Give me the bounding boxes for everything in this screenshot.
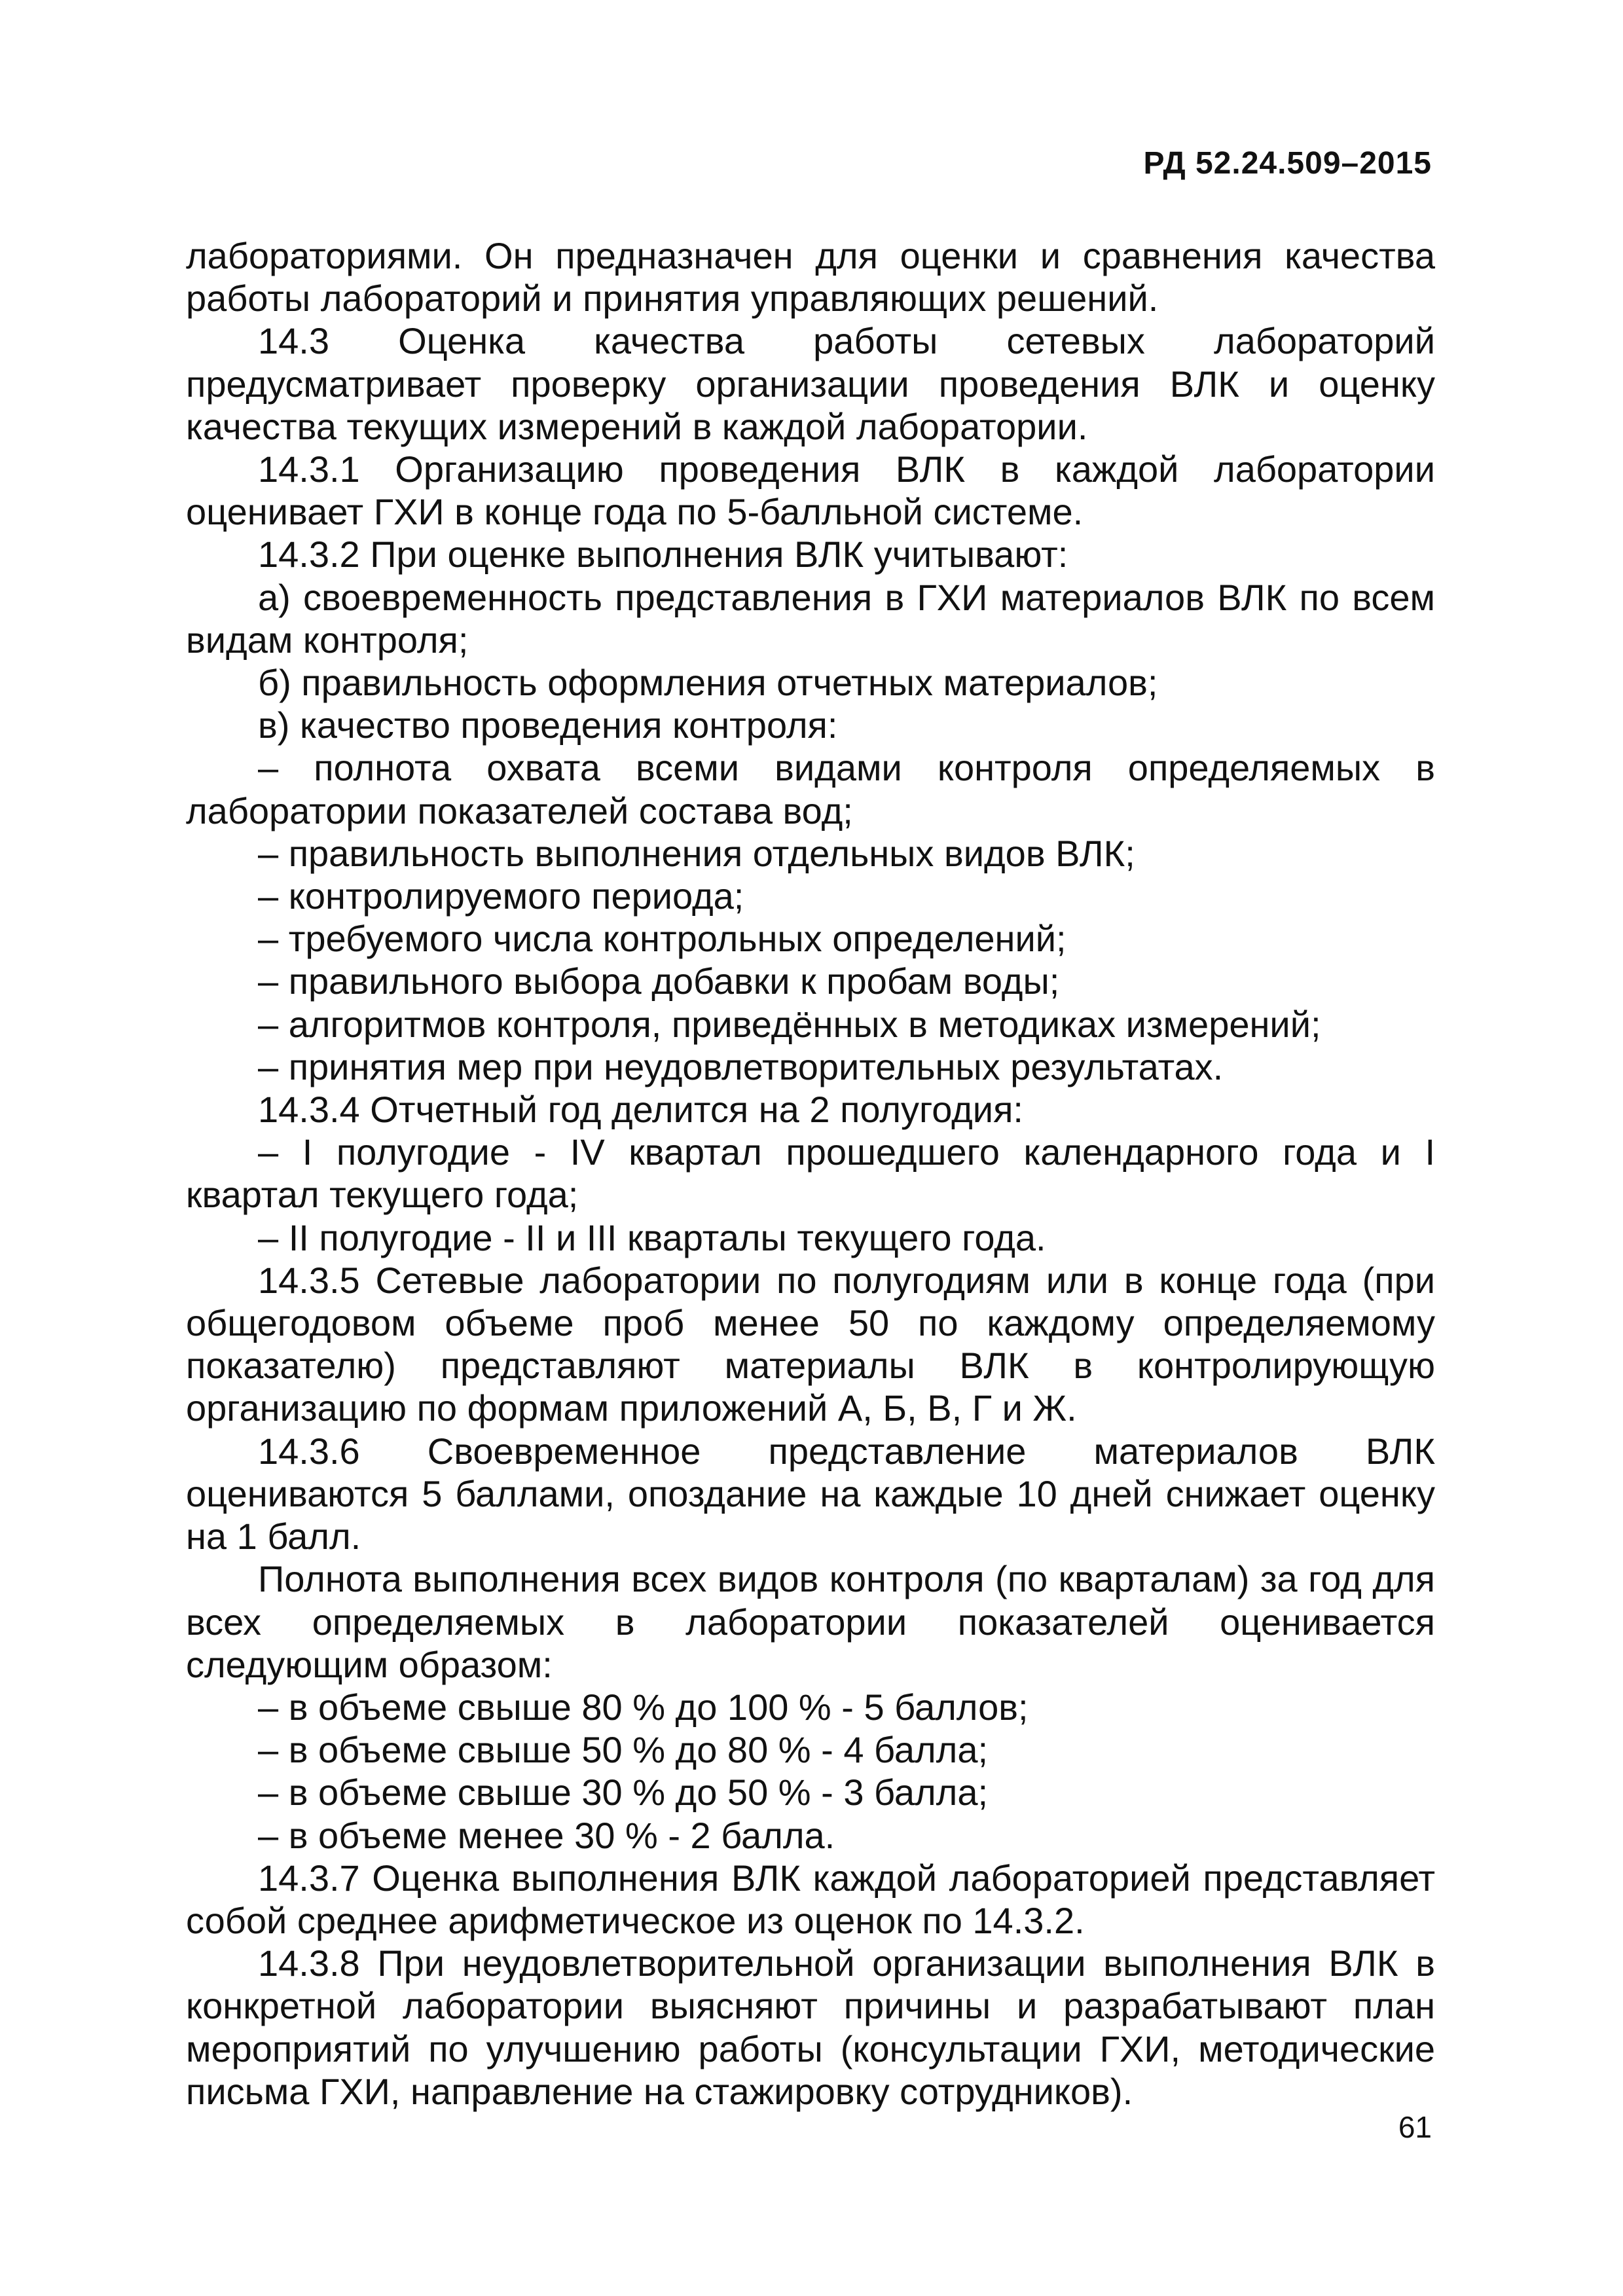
dash-item-score-4: – в объеме свыше 50 % до 80 % - 4 балла; xyxy=(258,1729,989,1771)
dash-item-measures: – принятия мер при неудовлетворительных результатах. xyxy=(258,1046,1224,1087)
dash-item-score-2: – в объеме менее 30 % - 2 балла. xyxy=(258,1814,835,1856)
paragraph-14-3-7: 14.3.7 Оценка выполнения ВЛК каждой лабораторией представляет собой среднее арифметическое из оценок по 14.3.2. xyxy=(186,1857,1435,1941)
paragraph-14-3-1: 14.3.1 Организацию проведения ВЛК в каждой лаборатории оценивает ГХИ в конце года по 5-балльной системе. xyxy=(186,448,1435,533)
paragraph-14-3-4: 14.3.4 Отчетный год делится на 2 полугодия: xyxy=(258,1089,1023,1131)
list-item-a: а) своевременность представления в ГХИ материалов ВЛК по всем видам контроля; xyxy=(186,576,1435,661)
dash-item-correctness: – правильность выполнения отдельных видов ВЛК; xyxy=(258,832,1135,874)
dash-item-algorithms: – алгоритмов контроля, приведённых в методиках измерений; xyxy=(258,1003,1321,1045)
paragraph-14-3-5: 14.3.5 Сетевые лаборатории по полугодиям или в конце года (при общегодовом объеме проб менее 50 по каждому определяемому показателю) представляют материалы ВЛК в контролирующую организацию по формам приложений А, Б, В, Г и Ж. xyxy=(186,1259,1435,1429)
list-item-v: в) качество проведения контроля: xyxy=(258,704,838,746)
dash-item-additive: – правильного выбора добавки к пробам воды; xyxy=(258,960,1060,1002)
paragraph-continuation: лабораториями. Он предназначен для оценки и сравнения качества работы лабораторий и принятия управляющих решений. xyxy=(186,235,1435,319)
dash-item-coverage: – полнота охвата всеми видами контроля определяемых в лаборатории показателей состава вод; xyxy=(186,747,1435,831)
paragraph-14-3-6: 14.3.6 Своевременное представление материалов ВЛК оцениваются 5 баллами, опоздание на каждые 10 дней снижает оценку на 1 балл. xyxy=(186,1430,1435,1558)
page-body xyxy=(186,234,1435,2113)
document-code-header: РД 52.24.509–2015 xyxy=(1143,146,1432,181)
dash-item-score-5: – в объеме свыше 80 % до 100 % - 5 баллов; xyxy=(258,1686,1029,1728)
dash-item-half-year-2: – II полугодие - II и III кварталы текущего года. xyxy=(258,1216,1046,1258)
dash-item-half-year-1: – I полугодие - IV квартал прошедшего календарного года и I квартал текущего года; xyxy=(186,1131,1435,1216)
list-item-b: б) правильность оформления отчетных материалов; xyxy=(258,662,1158,704)
dash-item-period: – контролируемого периода; xyxy=(258,875,744,917)
paragraph-completeness: Полнота выполнения всех видов контроля (по кварталам) за год для всех определяемых в лаборатории показателей оценивается следующим образом: xyxy=(186,1558,1435,1685)
paragraph-14-3-8: 14.3.8 При неудовлетворительной организации выполнения ВЛК в конкретной лаборатории выясняют причины и разрабатывают план мероприятий по улучшению работы (консультации ГХИ, методические письма ГХИ, направление на стажировку сотрудников). xyxy=(186,1942,1435,2112)
page-number: 61 xyxy=(1398,2110,1432,2144)
dash-item-score-3: – в объеме свыше 30 % до 50 % - 3 балла; xyxy=(258,1772,989,1813)
paragraph-14-3-2: 14.3.2 При оценке выполнения ВЛК учитывают: xyxy=(258,534,1068,575)
dash-item-number: – требуемого числа контрольных определений; xyxy=(258,918,1067,960)
paragraph-14-3: 14.3 Оценка качества работы сетевых лабораторий предусматривает проверку организации проведения ВЛК и оценку качества текущих измерений в каждой лаборатории. xyxy=(186,320,1435,447)
